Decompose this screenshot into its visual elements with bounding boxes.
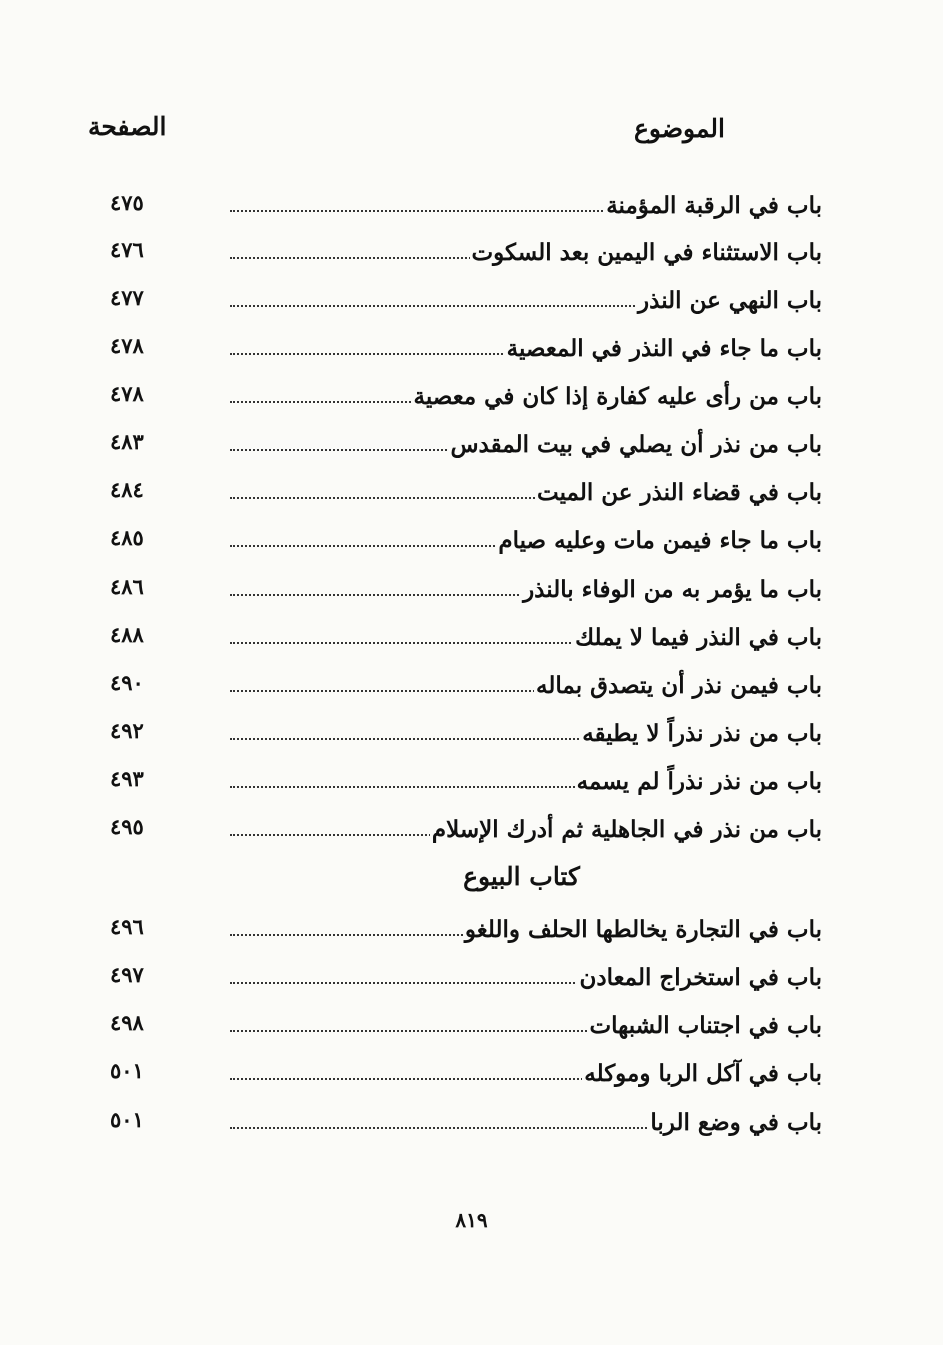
entry-title: باب النهي عن النذر — [636, 283, 822, 319]
entry-title: باب في استخراج المعادن — [577, 960, 822, 996]
entry-page: ٤٩٥ — [110, 814, 144, 839]
toc-entry — [110, 523, 822, 563]
topic-column-header: الموضوع — [634, 114, 725, 143]
entry-title: باب من رأى عليه كفارة إذا كان في معصية — [412, 379, 822, 415]
entry-page: ٤٨٤ — [110, 477, 144, 502]
toc-entry — [110, 427, 822, 467]
entry-title: باب من نذر في الجاهلية ثم أدرك الإسلام — [430, 812, 822, 848]
entry-page: ٥٠١ — [110, 1058, 144, 1083]
entry-title: باب ما جاء فيمن مات وعليه صيام — [496, 523, 822, 559]
entry-title: باب فيمن نذر أن يتصدق بماله — [534, 668, 822, 704]
entry-title: باب في الرقبة المؤمنة — [604, 188, 822, 224]
entry-title: باب من نذر أن يصلي في بيت المقدس — [448, 427, 822, 463]
entry-title: باب الاستثناء في اليمين بعد السكوت — [470, 235, 823, 271]
entry-title: باب من نذر نذراً لم يسمه — [575, 764, 822, 800]
toc-entry — [110, 1008, 822, 1048]
toc-entry — [110, 283, 822, 323]
toc-entry — [110, 572, 822, 612]
toc-entry — [110, 812, 822, 852]
toc-entry — [110, 1105, 822, 1145]
entry-title: باب في آكل الربا وموكله — [582, 1056, 822, 1092]
entry-page: ٤٨٥ — [110, 525, 144, 550]
entry-title: باب في وضع الربا — [648, 1105, 822, 1141]
entry-page: ٤٩٧ — [110, 962, 144, 987]
section-title: كتاب البيوع — [463, 862, 580, 891]
entry-page: ٤٨٨ — [110, 622, 144, 647]
entry-page: ٤٩٨ — [110, 1010, 144, 1035]
entry-title: باب ما جاء في النذر في المعصية — [505, 331, 822, 367]
entry-page: ٤٧٥ — [110, 190, 144, 215]
entry-page: ٤٨٦ — [110, 574, 144, 599]
entry-page: ٥٠١ — [110, 1107, 144, 1132]
toc-entry — [110, 716, 822, 756]
entry-page: ٤٩٠ — [110, 670, 144, 695]
entry-page: ٤٧٨ — [110, 333, 144, 358]
entry-title: باب في التجارة يخالطها الحلف واللغو — [463, 912, 822, 948]
toc-entry — [110, 475, 822, 515]
toc-entry — [110, 620, 822, 660]
entry-title: باب في قضاء النذر عن الميت — [535, 475, 822, 511]
entry-page: ٤٧٨ — [110, 381, 144, 406]
toc-entry — [110, 235, 822, 275]
toc-entry — [110, 912, 822, 952]
entry-page: ٤٩٢ — [110, 718, 144, 743]
section-heading — [0, 862, 943, 891]
entry-title: باب ما يؤمر به من الوفاء بالنذر — [521, 572, 822, 608]
entry-page: ٤٧٦ — [110, 237, 144, 262]
entry-title: باب من نذر نذراً لا يطيقه — [580, 716, 822, 752]
toc-entry — [110, 188, 822, 228]
toc-entry — [110, 1056, 822, 1096]
toc-entry — [110, 960, 822, 1000]
toc-entry — [110, 331, 822, 371]
entry-page: ٤٨٣ — [110, 429, 144, 454]
entry-page: ٤٩٣ — [110, 766, 144, 791]
toc-entry — [110, 379, 822, 419]
entry-title: باب في النذر فيما لا يملك — [573, 620, 822, 656]
toc-entry — [110, 764, 822, 804]
entry-page: ٤٧٧ — [110, 285, 144, 310]
entry-page: ٤٩٦ — [110, 914, 144, 939]
entry-title: باب في اجتناب الشبهات — [587, 1008, 822, 1044]
page-number: ٨١٩ — [455, 1208, 488, 1232]
toc-entry — [110, 668, 822, 708]
page-column-header: الصفحة — [88, 112, 167, 141]
